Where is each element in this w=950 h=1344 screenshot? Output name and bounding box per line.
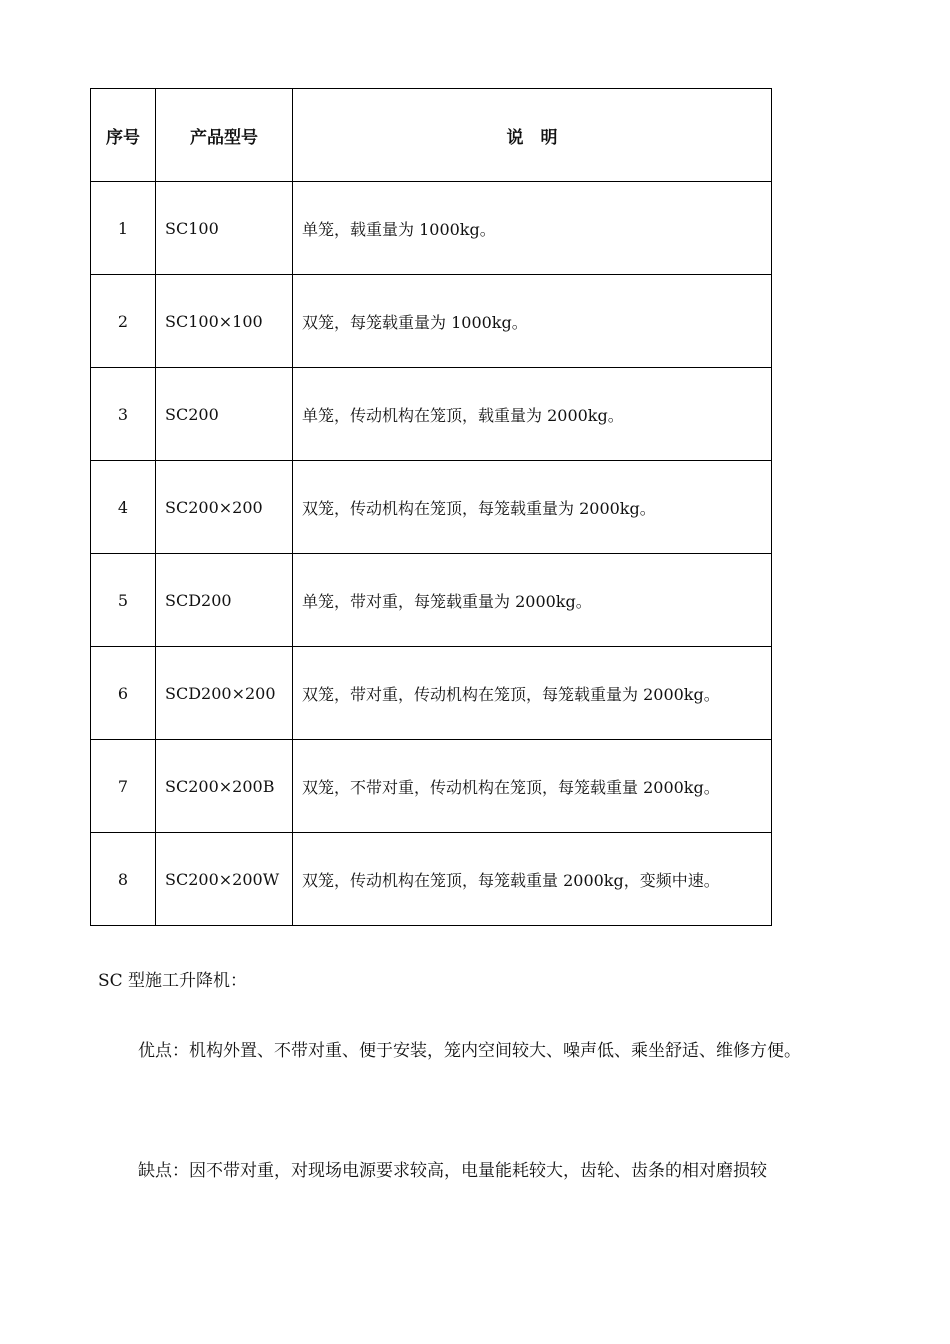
disadvantages-paragraph: 缺点：因不带对重，对现场电源要求较高，电量能耗较大，齿轮、齿条的相对磨损较 <box>138 1161 767 1181</box>
header-product-model: 产品型号 <box>156 89 293 182</box>
row-product-model: SCD200 <box>156 554 293 647</box>
row-serial-number: 2 <box>91 275 156 368</box>
table-row <box>91 182 772 275</box>
header-description: 说 明 <box>293 89 772 182</box>
row-serial-number: 8 <box>91 833 156 926</box>
row-description: 双笼，不带对重，传动机构在笼顶，每笼载重量 2000kg。 <box>293 740 772 833</box>
table-row <box>91 554 772 647</box>
header-serial-number: 序号 <box>91 89 156 182</box>
table-header-row <box>91 89 772 182</box>
row-serial-number: 5 <box>91 554 156 647</box>
row-product-model: SC100×100 <box>156 275 293 368</box>
row-description: 双笼，传动机构在笼顶，每笼载重量 2000kg，变频中速。 <box>293 833 772 926</box>
table-row <box>91 275 772 368</box>
section-title: SC 型施工升降机： <box>98 971 248 991</box>
row-description: 单笼，带对重，每笼载重量为 2000kg。 <box>293 554 772 647</box>
table-row <box>91 740 772 833</box>
row-product-model: SC200×200B <box>156 740 293 833</box>
row-serial-number: 1 <box>91 182 156 275</box>
product-spec-table <box>90 88 772 926</box>
advantages-paragraph: 优点：机构外置、不带对重、便于安装，笼内空间较大、噪声低、乘坐舒适、维修方便。 <box>138 1041 801 1061</box>
row-description: 双笼，带对重，传动机构在笼顶，每笼载重量为 2000kg。 <box>293 647 772 740</box>
row-product-model: SC200×200 <box>156 461 293 554</box>
row-serial-number: 3 <box>91 368 156 461</box>
row-serial-number: 4 <box>91 461 156 554</box>
table-row <box>91 833 772 926</box>
row-serial-number: 6 <box>91 647 156 740</box>
row-serial-number: 7 <box>91 740 156 833</box>
row-product-model: SC200×200W <box>156 833 293 926</box>
table-row <box>91 647 772 740</box>
row-description: 单笼，载重量为 1000kg。 <box>293 182 772 275</box>
row-description: 双笼，每笼载重量为 1000kg。 <box>293 275 772 368</box>
row-product-model: SCD200×200 <box>156 647 293 740</box>
table-row <box>91 461 772 554</box>
row-product-model: SC100 <box>156 182 293 275</box>
row-description: 单笼，传动机构在笼顶，载重量为 2000kg。 <box>293 368 772 461</box>
table-row <box>91 368 772 461</box>
row-description: 双笼，传动机构在笼顶，每笼载重量为 2000kg。 <box>293 461 772 554</box>
row-product-model: SC200 <box>156 368 293 461</box>
